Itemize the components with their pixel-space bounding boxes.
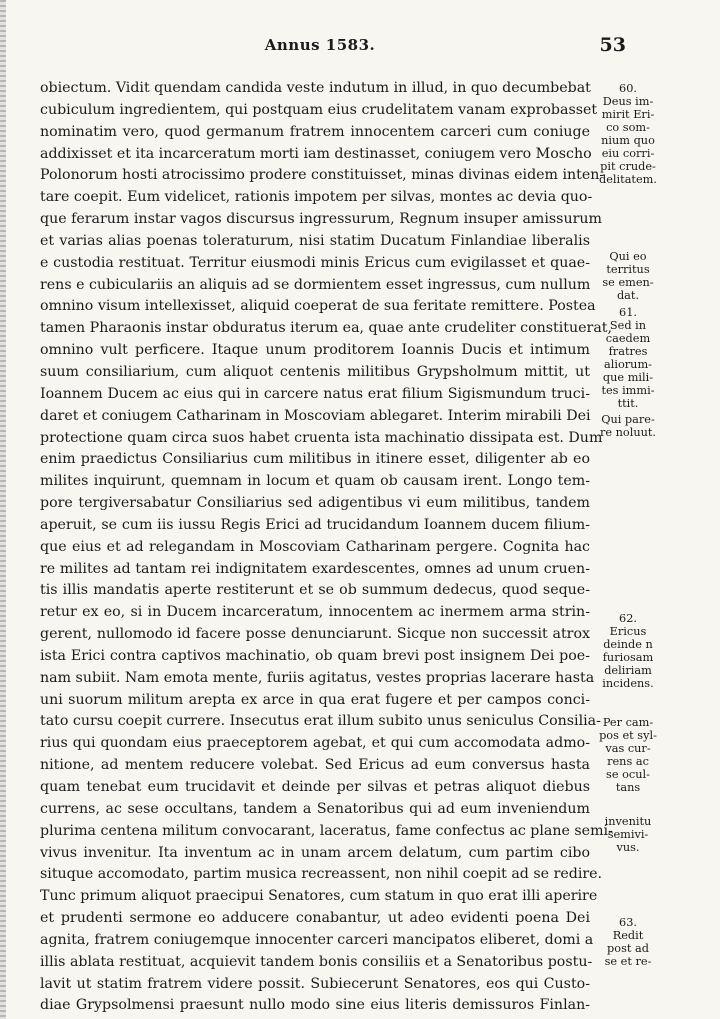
page-header [40, 34, 626, 58]
text-line: suum consiliarium, cum aliquot centenis militibus Grypsholmum mittit, ut [40, 363, 590, 380]
text-line: nitione, ad mentem reducere volebat. Sed Ericus ad eum conversus hasta [40, 757, 590, 774]
text-line: re milites ad tantam rei indignitatem exardescentes, omnes ad unum cruen- [40, 560, 590, 577]
margin-note-line: Deus im- [602, 95, 654, 108]
margin-note-line: 63. [619, 916, 637, 929]
text-line: e custodia restituat. Territur eiusmodi minis Ericus cum evigilasset et quae- [40, 254, 590, 271]
margin-note-line: Sed in [609, 319, 647, 332]
text-line: et prudenti sermone eo adducere conabantur, ut adeo evidenti poena Dei [40, 910, 590, 927]
text-line: daret et coniugem Catharinam in Moscoviam ablegaret. Interim mirabili Dei [40, 407, 591, 424]
margin-note-line: furiosam [602, 651, 654, 664]
margin-note [596, 413, 660, 439]
running-title: Annus 1583. [264, 36, 376, 54]
text-line: quam tenebat eum trucidavit et deinde per silvas et petras aliquot diebus [40, 779, 590, 795]
margin-note-line: Per cam- [602, 716, 654, 729]
margin-note-line: Qui eo [609, 250, 647, 263]
text-line: plurima centena militum convocarant, laceratus, fame confectus ac plane semi- [40, 822, 613, 839]
text-line: obiectum. Vidit quendam candida veste indutum in illud, in quo decumbebat [40, 80, 591, 96]
margin-note-line: se ocul- [606, 768, 650, 781]
text-line: uni suorum militum arepta ex arce in qua erat fugere et per campos conci- [40, 691, 590, 708]
text-line: retur ex eo, si in Ducem incarceratum, innocentem ac inermem arma strin- [40, 604, 590, 621]
margin-note-line: co som- [606, 121, 650, 134]
margin-note-line: fratres [608, 345, 648, 358]
margin-note-line: mirit Eri- [601, 108, 655, 121]
margin-note-line: rens ac [607, 755, 649, 768]
text-line: et varias alias poenas toleraturum, nisi statim Ducatum Finlandiae liberalis [40, 232, 590, 249]
margin-note-line: caedem [605, 332, 651, 345]
scanned-page-edge [0, 0, 6, 1019]
margin-note [596, 716, 660, 794]
margin-note-line: territus [606, 263, 650, 276]
margin-note-line: Ericus [609, 625, 647, 638]
margin-note-line: 61. [619, 306, 637, 319]
margin-note-line: tans [615, 781, 641, 794]
text-line: nominatim vero, quod germanum fratrem innocentem carceri cum coniuge [40, 123, 590, 140]
margin-note-line: vus. [616, 841, 640, 854]
margin-note-line: pos et syl- [599, 729, 657, 742]
text-line: enim praedictus Consiliarius cum militibus in itinere esset, diligenter ab eo [40, 451, 590, 468]
body-text [40, 78, 613, 1017]
page-number: 53 [599, 34, 626, 56]
margin-note-line: pit crude- [600, 160, 656, 173]
margin-note-line: 60. [619, 82, 637, 95]
text-line: que eius et ad relegandam in Moscoviam Catharinam pergere. Cognita hac [40, 538, 590, 555]
text-line: omnino vult perficere. Itaque unum proditorem Ioannis Ducis et intimum [40, 342, 590, 359]
text-line: gerent, nullomodo id facere posse denunciarunt. Sicque non successit atrox [40, 626, 590, 643]
text-line: pore tergiversabatur Consiliarius sed adigentibus vi eum militibus, tandem [40, 495, 590, 512]
text-line: addixisset et ita incarceratum morti iam destinasset, coniugem vero Moscho [40, 145, 592, 162]
margin-note [596, 916, 660, 968]
text-line: omnino visum intellexisset, aliquid coeperat de sua feritate remittere. Postea [40, 298, 596, 315]
margin-note [596, 815, 660, 854]
text-line: vivus invenitur. Ita inventum ac in unam arcem delatum, cum partim cibo [40, 844, 590, 861]
margin-note [596, 612, 660, 690]
margin-note-line: aliorum- [604, 358, 652, 371]
margin-note-line: que mili- [602, 371, 654, 384]
margin-note-line: delitatem. [599, 173, 657, 186]
text-line: nam subiit. Nam emota mente, furiis agitatus, vestes proprias lacerare hasta [40, 669, 595, 686]
text-line: milites inquirunt, quemnam in locum et quam ob causam irent. Longo tem- [40, 473, 590, 490]
margin-note-line: invenitu [604, 815, 652, 828]
margin-note-line: dat. [616, 289, 640, 302]
margin-note-line: ttit. [617, 397, 639, 410]
margin-note-line: nium quo [601, 134, 655, 147]
text-line: que ferarum instar vagos discursus ingressurum, Regnum insuper amissurum [40, 211, 602, 228]
margin-note-line: se emen- [602, 276, 654, 289]
text-line: tare coepit. Eum videlicet, rationis impotem per silvas, montes ac devia quo- [40, 189, 593, 206]
margin-note-line: Qui pare- [601, 413, 655, 426]
margin-note-line: incidens. [602, 677, 654, 690]
text-line: Ioannem Ducem ac eius qui in carcere natus erat filium Sigismundum truci- [40, 385, 590, 402]
margin-note [596, 250, 660, 302]
margin-note-line: Redit [612, 929, 644, 942]
text-line: Polonorum hosti atrocissimo prodere constituisset, minas divinas eidem inten- [40, 167, 605, 184]
margin-note-line: re noluut. [599, 426, 657, 439]
text-line: protectione quam circa suos habet cruenta ista machinatio dissipata est. Dum [40, 429, 603, 446]
text-line: lavit ut statim fratrem videre possit. Subiecerunt Senatores, eos qui Custo- [40, 975, 590, 992]
text-line: currens, ac sese occultans, tandem a Senatoribus qui ad eum inveniendum [40, 800, 590, 817]
margin-note-line: vas cur- [605, 742, 651, 755]
text-line: rius qui quondam eius praeceptorem agebat, et qui cum accomodata admo- [40, 735, 590, 752]
margin-note-line: eiu corri- [601, 147, 655, 160]
margin-note [596, 306, 660, 410]
text-line: agnita, fratrem coniugemque innocenter carceri mancipatos eliberet, domi a [40, 931, 594, 948]
text-line: ista Erici contra captivos machinatio, ob quam brevi post insignem Dei poe- [40, 647, 590, 664]
margin-note [596, 82, 660, 186]
margin-note-line: tes immi- [601, 384, 655, 397]
text-line: situque accomodato, partim musica recreassent, non nihil coepit ad se redire. [40, 866, 603, 883]
margin-note-line: semivi- [607, 828, 649, 841]
margin-note-line: 62. [619, 612, 637, 625]
text-line: tis illis mandatis aperte restiterunt et se ob summum dedecus, quod seque- [40, 582, 590, 599]
text-line: diae Grypsolmensi praesunt nullo modo sine eius literis demissuros Finlan- [40, 997, 590, 1014]
text-line: Tunc primum aliquot praecipui Senatores, cum statum in quo erat illi aperire [40, 888, 598, 905]
text-line: aperuit, se cum iis iussu Regis Erici ad trucidandum Ioannem ducem filium- [40, 516, 590, 533]
margin-note-line: deinde n [603, 638, 653, 651]
text-line: cubiculum ingredientem, qui postquam eius crudelitatem vanam exprobasset [40, 101, 598, 118]
margin-note-line: deliriam [604, 664, 652, 677]
text-line: rens e cubiculariis an aliquis ad se dormientem esset ingressus, cum nullum [40, 276, 591, 293]
margin-note-line: post ad [607, 942, 649, 955]
text-line: illis ablata restituat, acquievit tandem bonis consiliis et a Senatoribus postu- [40, 953, 593, 970]
text-line: tato cursu coepit currere. Insecutus erat illum subito unus seniculus Consilia- [40, 713, 601, 730]
margin-note-line: se et re- [604, 955, 652, 968]
text-line: tamen Pharaonis instar obduratus iterum ea, quae ante crudeliter constituerat, [40, 320, 612, 337]
